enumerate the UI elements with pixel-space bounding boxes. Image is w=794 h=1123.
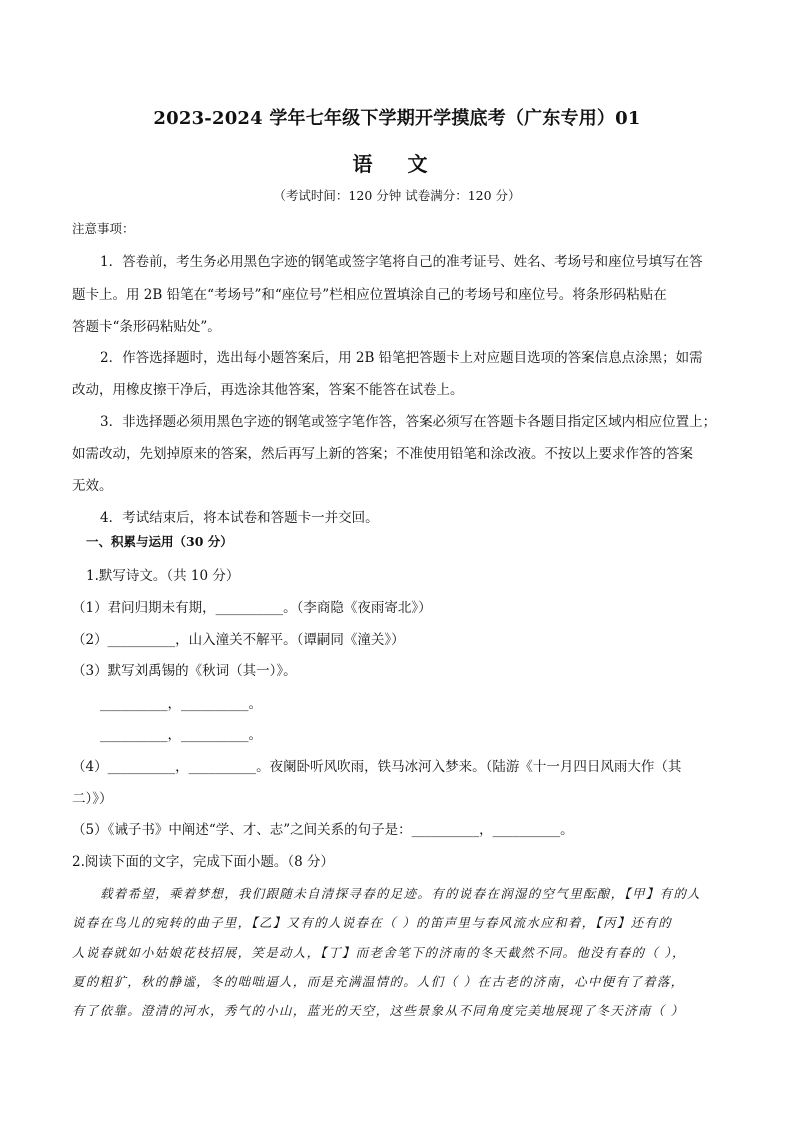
note-line: 如需改动，先划掉原来的答案，然后再写上新的答案；不准使用铅笔和涂改液。不按以上要求作答的答案 [72, 446, 693, 462]
passage-line: 说春在鸟儿的宛转的曲子里，【乙】又有的人说春在（ ）的笛声里与春风流水应和着，【丙】还有的 [72, 915, 672, 930]
question-item: （3）默写刘禹锡的《秋词（其一）》。 [72, 663, 297, 679]
passage-line: 夏的粗犷，秋的静谧，冬的咄咄逼人，而是充满温情的。人们（ ）在古老的济南，心中便有了着落， [72, 974, 685, 989]
section-heading: 一、积累与运用（30 分） [86, 534, 233, 549]
question-item: （5）《诫子书》中阐述“学、才、志”之间关系的句子是：__________，__________。 [72, 822, 574, 838]
note-line: 2．作答选择题时，选出每小题答案后，用 2B 铅笔把答题卡上对应题目选项的答案信息点涂黑；如需 [100, 350, 703, 366]
passage-line: 载着希望，乘着梦想，我们跟随未自清探寻春的足迹。有的说春在润湿的空气里酝酿，【甲】有的人 [100, 886, 701, 901]
passage-line: 人说春就如小姑娘花枝招展，笑是动人，【丁】而老舍笔下的济南的冬天截然不同。他没有春的（ ）， [72, 945, 686, 960]
question-item: （1）君问归期未有期，__________。（李商隐《夜雨寄北》） [72, 600, 432, 616]
subject-title: 语 文 [352, 152, 442, 176]
passage-line: 有了依靠。澄清的河水，秀气的小山，蓝光的天空，这些景象从不同角度完美地展现了冬天济南（ ） [72, 1003, 685, 1018]
note-line: 无效。 [72, 478, 113, 494]
note-line: 3．非选择题必须用黑色字迹的钢笔或签字笔作答，答案必须写在答题卡各题目指定区域内相应位置上； [100, 414, 717, 430]
question-item-continued: 二）》） [72, 791, 113, 807]
note-line: 改动，用橡皮擦干净后，再选涂其他答案，答案不能答在试卷上。 [72, 382, 464, 398]
exam-title: 2023-2024 学年七年级下学期开学摸底考（广东专用）01 [153, 108, 641, 129]
question-title: 1.默写诗文。（共 10 分） [86, 568, 240, 584]
note-line: 答题卡“条形码粘贴处”。 [72, 319, 221, 335]
note-line: 1．答卷前，考生务必用黑色字迹的钢笔或签字笔将自己的准考证号、姓名、考场号和座位号填写在答 [100, 254, 703, 270]
question-item: （2）__________，山入潼关不解平。（谭嗣同《潼关》） [72, 632, 405, 648]
answer-blank-line: __________，__________。 [100, 727, 262, 743]
note-line: 4．考试结束后，将本试卷和答题卡一并交回。 [100, 510, 379, 526]
notes-heading: 注意事项： [72, 221, 135, 236]
question-title: 2.阅读下面的文字，完成下面小题。（8 分） [72, 854, 335, 870]
answer-blank-line: __________，__________。 [100, 696, 262, 712]
question-item: （4）__________，__________。夜阑卧听风吹雨，铁马冰河入梦来。（陆游《十一月四日风雨大作（其 [72, 759, 682, 775]
note-line: 题卡上。用 2B 铅笔在“考场号”和“座位号”栏相应位置填涂自己的考场号和座位号。将条形码粘贴在 [72, 287, 667, 303]
exam-info: （考试时间：120 分钟 试卷满分：120 分） [273, 188, 521, 203]
